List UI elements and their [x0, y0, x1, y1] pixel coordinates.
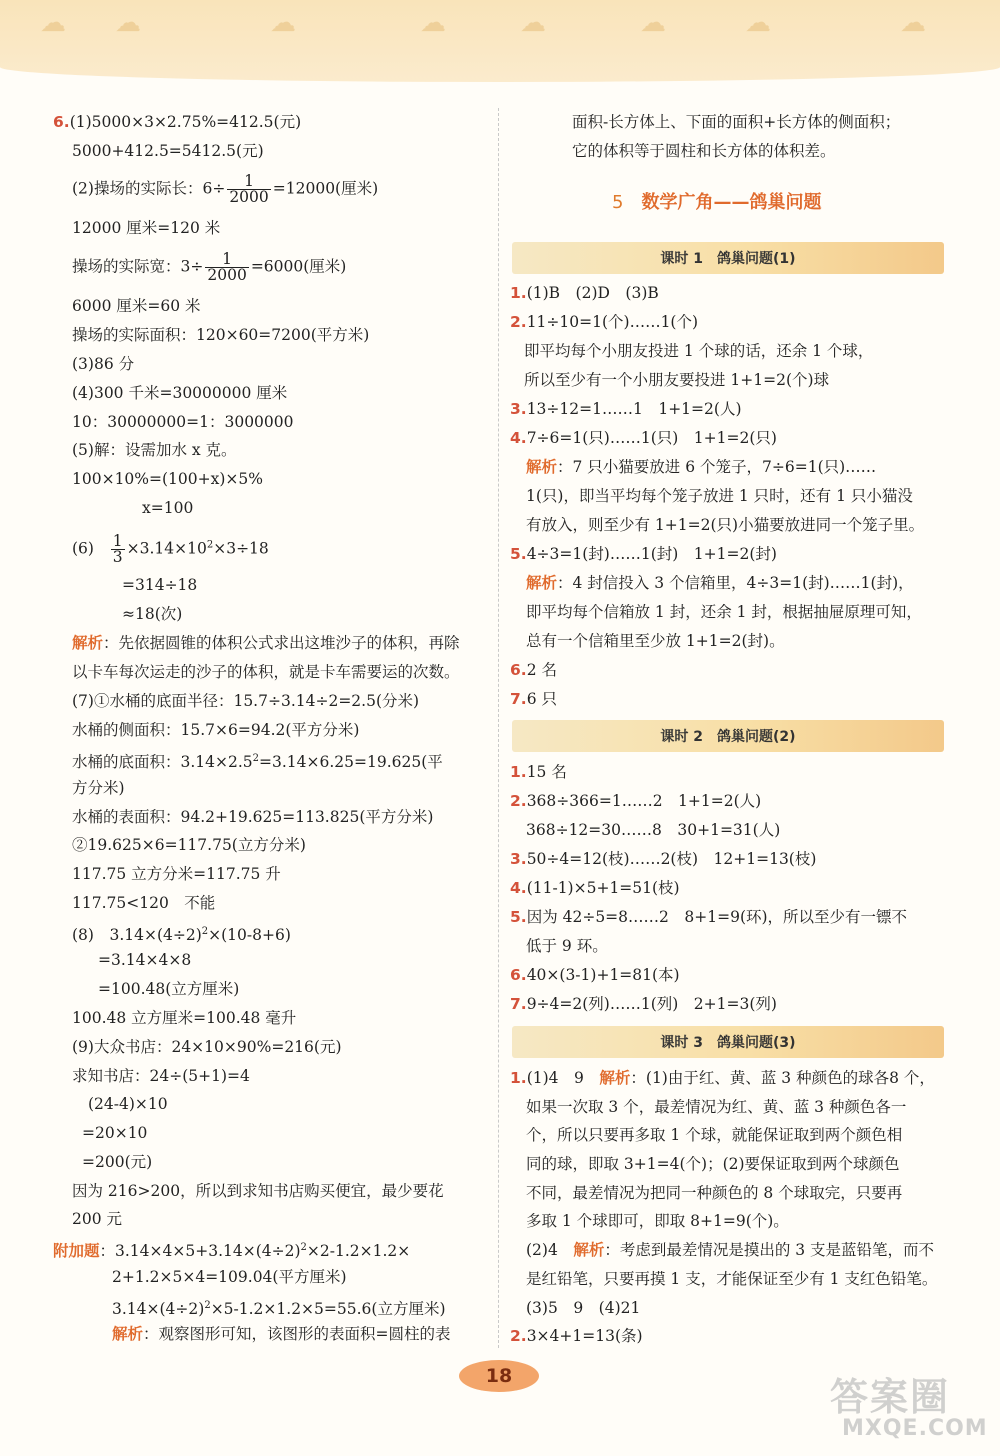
lesson-header: 课时 3 鸽巢问题(3)	[512, 1026, 944, 1058]
answer-line: 水桶的底面积：$3.14\times 2.5^2=3.14\times 6.25=19.625$(平	[72, 753, 443, 772]
answer-line: =100.48(立方厘米)	[98, 980, 240, 998]
analysis-line: 是红铅笔，只要再摸 1 支，才能保证至少有 1 支红色铅笔。	[526, 1270, 938, 1288]
answer-line: (4)300 千米=30000000 厘米	[72, 384, 288, 402]
answer-line: (3)5 9 (4)21	[526, 1299, 641, 1317]
answer-line: =314÷18	[122, 576, 198, 594]
bonus-line: 2+1.2×5×4=109.04(平方厘米)	[112, 1268, 347, 1286]
answer-line: 即平均每个小朋友投进 1 个球的话，还余 1 个球，	[524, 342, 874, 360]
answer-line: 操场的实际宽：3÷ $\frac{1}{2000}$ =6000(厘米)	[72, 250, 347, 284]
analysis-label: 解析	[599, 1069, 631, 1087]
lesson-header: 课时 2 鸽巢问题(2)	[512, 720, 944, 752]
answer-line: 368÷12=30……8 30+1=31(人)	[526, 821, 781, 839]
analysis-line: 如果一次取 3 个，最差情况为红、黄、蓝 3 种颜色各一	[526, 1098, 907, 1116]
answer-line: (8) $3.14\times(4\div 2)^2\times(10-8+6)$	[72, 926, 291, 945]
answer-line: =3.14×4×8	[98, 951, 192, 969]
answer-line: 6.2 名	[510, 661, 557, 679]
answer-line: 因为 216>200，所以到求知书店购买便宜，最少要花	[72, 1182, 444, 1200]
column-divider	[498, 108, 499, 1348]
question-number: 6.	[53, 113, 70, 131]
answer-line: 117.75 立方分米=117.75 升	[72, 865, 281, 883]
top-banner	[0, 0, 1000, 82]
fraction: $\frac{1}{2000}$	[207, 250, 247, 284]
answer-line: 10：30000000=1：3000000	[72, 413, 294, 431]
answer-line: =20×10	[82, 1124, 148, 1142]
answer-line: 117.75<120 不能	[72, 894, 216, 912]
answer-line: ≈18(次)	[122, 605, 183, 623]
analysis-line: 有放入，则至少有 1+1=2(只)小猫要放进同一个笼子里。	[526, 516, 925, 534]
answer-line: 7.6 只	[510, 690, 557, 708]
cloud-icon: ☁	[520, 8, 546, 38]
bonus-line: 附加题：$3.14\times 4\times 5+3.14\times(4\div 2)^2\times 2-1.2\times 1.2\times$	[53, 1242, 411, 1261]
lesson-header: 课时 1 鸽巢问题(1)	[512, 242, 944, 274]
answer-line: 操场的实际面积：120×60=7200(平方米)	[72, 326, 370, 344]
analysis-line: (2)4 解析：考虑到最差情况是摸出的 3 支是蓝铅笔，而不	[526, 1241, 935, 1259]
answer-line: 1.(1)4 9 解析：(1)由于红、黄、蓝 3 种颜色的球各8 个，	[510, 1069, 935, 1087]
analysis-line: 解析：7 只小猫要放进 6 个笼子，7÷6=1(只)……	[526, 458, 877, 476]
answer-line: ②19.625×6=117.75(立方分米)	[72, 836, 306, 854]
cloud-icon: ☁	[900, 8, 926, 38]
analysis-line: 个，所以只要再多取 1 个球，就能保证取到两个颜色相	[526, 1126, 903, 1144]
answer-line: 它的体积等于圆柱和长方体的体积差。	[572, 142, 836, 160]
answer-line: 6000 厘米=60 米	[72, 297, 201, 315]
answer-line: 5.因为 42÷5=8……2 8+1=9(环)，所以至少有一镖不	[510, 908, 908, 926]
answer-line: 12000 厘米=120 米	[72, 219, 221, 237]
answer-line: 7.9÷4=2(列)……1(列) 2+1=3(列)	[510, 995, 777, 1013]
section-title: 5 数学广角——鸽巢问题	[612, 192, 822, 213]
answer-line: 1.15 名	[510, 763, 567, 781]
answer-line: 3.50÷4=12(枝)……2(枝) 12+1=13(枝)	[510, 850, 817, 868]
analysis-label: 解析	[573, 1241, 605, 1259]
analysis-line: 即平均每个信箱放 1 封，还余 1 封，根据抽屉原理可知，	[526, 603, 922, 621]
answer-line: 100.48 立方厘米=100.48 毫升	[72, 1009, 297, 1027]
answer-line: (24-4)×10	[88, 1095, 168, 1113]
analysis-line: 不同，最差情况为把同一种颜色的 8 个球取完，只要再	[526, 1184, 903, 1202]
answer-line: (6) $\frac{1}{3}$ $\times 3.14\times 10^2\times 3\div 18$	[72, 532, 269, 566]
answer-line: 1.(1)B (2)D (3)B	[510, 284, 659, 302]
answer-line: 5.4÷3=1(封)……1(封) 1+1=2(封)	[510, 545, 777, 563]
answer-line: (9)大众书店：24×10×90%=216(元)	[72, 1038, 342, 1056]
analysis-label: 解析	[526, 574, 558, 592]
answer-line: 4.7÷6=1(只)……1(只) 1+1=2(只)	[510, 429, 777, 447]
answer-line: 4.(11-1)×5+1=51(枝)	[510, 879, 680, 897]
fraction: $\frac{1}{3}$	[112, 532, 123, 566]
answer-line: 2.368÷366=1……2 1+1=2(人)	[510, 792, 762, 810]
watermark	[826, 1366, 994, 1450]
watermark-url: MXQE.COM	[842, 1416, 988, 1441]
answer-line: 200 元	[72, 1210, 123, 1228]
analysis-label: 解析	[112, 1325, 144, 1343]
cloud-icon: ☁	[640, 8, 666, 38]
analysis-label: 解析	[72, 634, 104, 652]
cloud-icon: ☁	[115, 8, 141, 38]
answer-line: 6.(1)5000×3×2.75%=412.5(元)	[53, 113, 302, 131]
answer-line: (3)86 分	[72, 355, 135, 373]
analysis-line: 同的球，即取 3+1=4(个)；(2)要保证取到两个球颜色	[526, 1155, 900, 1173]
cloud-icon: ☁	[745, 8, 771, 38]
answer-line: (2)操场的实际长：6÷ $\frac{1}{2000}$ =12000(厘米)	[72, 172, 379, 206]
answer-line: 3.13÷12=1……1 1+1=2(人)	[510, 400, 742, 418]
answer-line: x=100	[142, 499, 194, 517]
answer-line: (5)解：设需加水 x 克。	[72, 441, 237, 459]
answer-line: 水桶的侧面积：15.7×6=94.2(平方分米)	[72, 721, 360, 739]
answer-line: 求知书店：24÷(5+1)=4	[72, 1067, 250, 1085]
answer-line: =200(元)	[82, 1153, 153, 1171]
answer-line: 100×10%=(100+x)×5%	[72, 470, 263, 488]
analysis-line: 解析：先依据圆锥的体积公式求出这堆沙子的体积，再除	[72, 634, 460, 652]
answer-line: 面积-长方体上、下面的面积+长方体的侧面积；	[572, 113, 901, 131]
answer-line: 6.40×(3-1)+1=81(本)	[510, 966, 680, 984]
answer-line: (7)①水桶的底面半径：15.7÷3.14÷2=2.5(分米)	[72, 692, 420, 710]
page-number: 18	[459, 1360, 539, 1392]
cloud-icon: ☁	[270, 8, 296, 38]
answer-line: 2.11÷10=1(个)……1(个)	[510, 313, 699, 331]
answer-line: 2.3×4+1=13(条)	[510, 1327, 643, 1345]
answer-line: 水桶的表面积：94.2+19.625=113.825(平方分米)	[72, 808, 434, 826]
bonus-line: $3.14\times(4\div 2)^2\times 5-1.2\times 1.2\times 5=55.6$(立方厘米)	[112, 1300, 446, 1319]
cloud-icon: ☁	[420, 8, 446, 38]
analysis-line: 多取 1 个球即可，即取 8+1=9(个)。	[526, 1212, 789, 1230]
analysis-line: 解析：观察图形可知，该图形的表面积=圆柱的表	[112, 1325, 451, 1343]
answer-line: 5000+412.5=5412.5(元)	[72, 142, 264, 160]
analysis-line: 解析：4 封信投入 3 个信箱里，4÷3=1(封)……1(封)，	[526, 574, 914, 592]
analysis-line: 总有一个信箱里至少放 1+1=2(封)。	[526, 632, 785, 650]
answer-line: 低于 9 环。	[526, 937, 608, 955]
answer-line: 所以至少有一个小朋友要投进 1+1=2(个)球	[524, 371, 830, 389]
answer-line: 方分米)	[72, 779, 125, 797]
analysis-label: 解析	[526, 458, 558, 476]
analysis-line: 以卡车每次运走的沙子的体积，就是卡车需要运的次数。	[72, 663, 460, 681]
analysis-line: 1(只)，即当平均每个笼子放进 1 只时，还有 1 只小猫没	[526, 487, 913, 505]
bonus-label: 附加题	[53, 1242, 100, 1261]
fraction: $\frac{1}{2000}$	[229, 172, 269, 206]
watermark-logo: 答案圈	[830, 1375, 951, 1419]
cloud-icon: ☁	[40, 8, 66, 38]
